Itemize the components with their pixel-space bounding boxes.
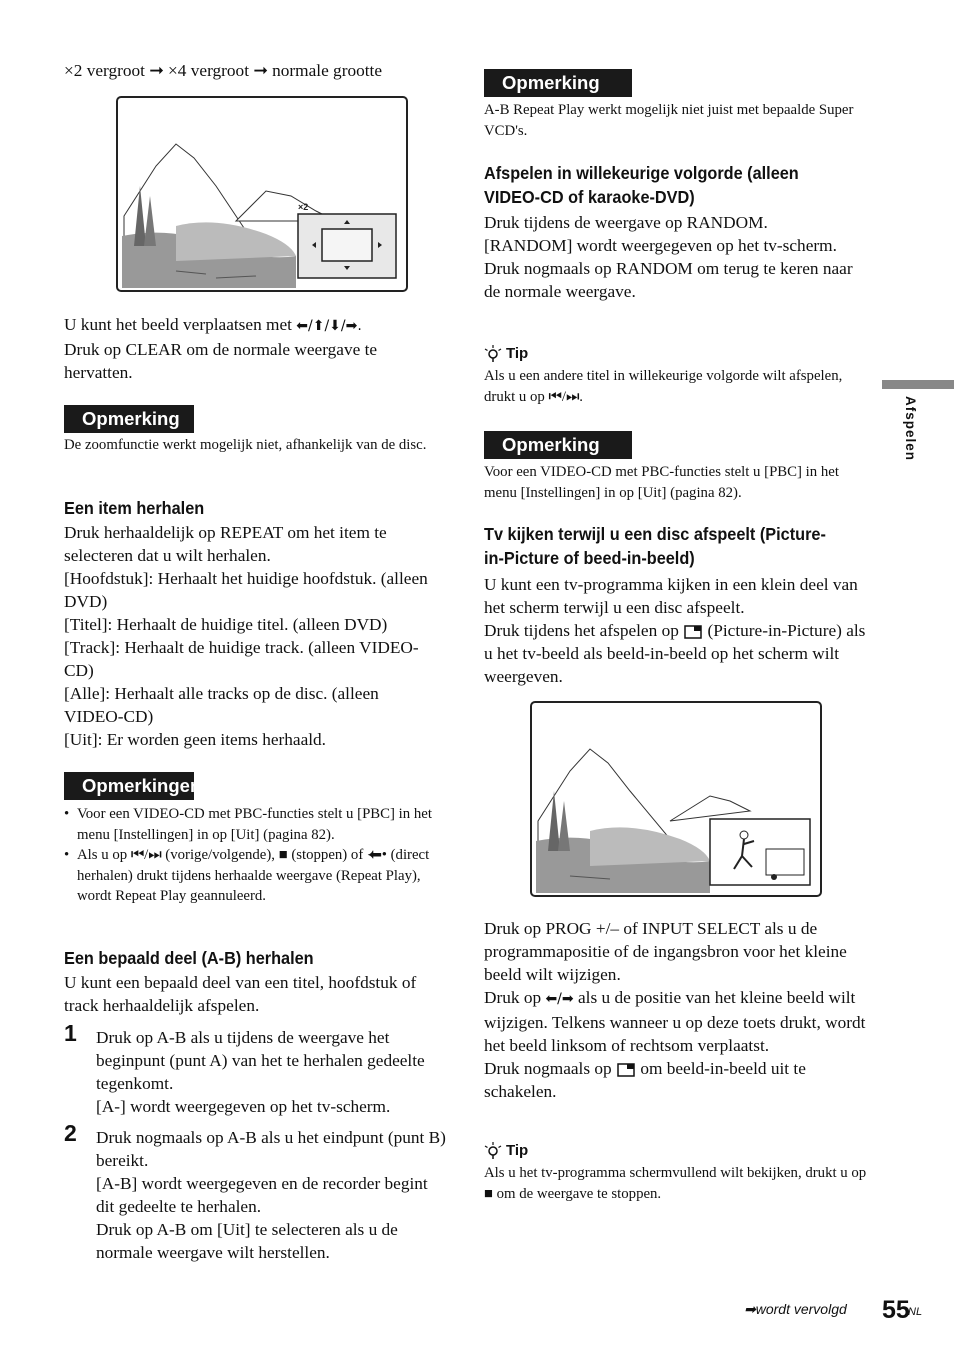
note-badge: Opmerking xyxy=(484,431,632,459)
repeat-body xyxy=(64,521,436,751)
repeat-line: [Titel]: Herhaalt de huidige titel. (alleen DVD) xyxy=(64,615,388,634)
step-number: 2 xyxy=(64,1120,77,1146)
pip-after xyxy=(484,917,872,1103)
page-number: 55 xyxy=(882,1296,910,1324)
random-heading xyxy=(484,161,799,209)
pip-heading-line: in-Picture of beed-in-beeld) xyxy=(484,548,695,568)
random-body xyxy=(484,211,866,303)
notes-list xyxy=(64,804,450,907)
move-text-2: Druk op CLEAR om de normale weergave te hervatten. xyxy=(64,340,378,382)
step-1 xyxy=(64,1020,450,1118)
ab-intro: U kunt een bepaald deel van een titel, hoofdstuk of track herhaaldelijk afspelen. xyxy=(64,973,417,1015)
step-line: Druk op A-B als u tijdens de weergave het beginpunt (punt A) van het te herhalen gedeelte tegenkomt. xyxy=(96,1028,425,1093)
section-tab-bar xyxy=(882,380,954,389)
pip-after-text: Druk op xyxy=(484,988,542,1007)
note-badge: Opmerking xyxy=(484,69,632,97)
notes-bullet: • Als u op ⏮/⏭ (vorige/volgende), ■ (stoppen) of ⬅• (direct herhalen) drukt tijdens herhaalde weergave (Repeat Play), wordt Repeat Play geannuleerd. xyxy=(64,845,450,907)
step-line: Druk op A-B om [Uit] te selecteren als u de normale weergave wilt herstellen. xyxy=(96,1220,398,1262)
note-text: De zoomfunctie werkt mogelijk niet, afhankelijk van de disc. xyxy=(64,437,427,453)
note-text: Voor een VIDEO-CD met PBC-functies stelt u [PBC] in het menu [Instellingen] in op [Uit] (pagina 82). xyxy=(484,464,839,501)
tip-text: Als u het tv-programma schermvullend wilt bekijken, drukt u op ■ om de weergave te stoppen. xyxy=(484,1165,867,1202)
random-heading-line: Afspelen in willekeurige volgorde (alleen xyxy=(484,163,799,183)
repeat-line: [Uit]: Er worden geen items herhaald. xyxy=(64,730,327,749)
pip-button-icon xyxy=(683,624,703,640)
lightbulb-icon xyxy=(484,1142,502,1160)
note-text: A-B Repeat Play werkt mogelijk niet juist met bepaalde Super VCD's. xyxy=(484,102,854,139)
step-line: [A-B] wordt weergegeven en de recorder begint dit gedeelte te herhalen. xyxy=(96,1174,428,1216)
pip-after-3 xyxy=(484,1057,872,1103)
pip-heading-line: Tv kijken terwijl u een disc afspeelt (Picture- xyxy=(484,524,826,544)
repeat-line: [Alle]: Herhaalt alle tracks op de disc. (alleen VIDEO-CD) xyxy=(64,684,379,726)
tip-label: Tip xyxy=(506,345,529,362)
random-line: Druk nogmaals op RANDOM om terug te keren naar de normale weergave. xyxy=(484,259,853,301)
pip-press-text: (Picture-in-Picture) als u het tv-beeld als beeld-in-beeld op het scherm wilt weergeven. xyxy=(484,621,866,686)
tip-label: Tip xyxy=(506,1142,529,1159)
pip-after-text: om beeld-in-beeld uit te schakelen. xyxy=(484,1059,806,1101)
pip-button-icon xyxy=(616,1062,636,1078)
pip-press xyxy=(484,619,872,688)
continued-label: ➡wordt vervolgd xyxy=(744,1301,847,1317)
repeat-heading: Een item herhalen xyxy=(64,498,205,518)
arrow-keys: ⬅/➡ xyxy=(545,991,574,1007)
zoom-factor-label: ×2 xyxy=(298,202,309,212)
page-language-suffix: NL xyxy=(908,1306,923,1318)
move-instructions xyxy=(64,313,449,384)
note-badge: Opmerking xyxy=(64,405,194,433)
zoom-illustration xyxy=(116,96,408,292)
step-line: [A-] wordt weergegeven op het tv-scherm. xyxy=(96,1097,391,1116)
random-heading-line: VIDEO-CD of karaoke-DVD) xyxy=(484,187,695,207)
tip-text: Als u een andere titel in willekeurige volgorde wilt afspelen, drukt u op ⏮/⏭. xyxy=(484,368,843,405)
pip-intro: U kunt een tv-programma kijken in een klein deel van het scherm terwijl u een disc afspeelt. xyxy=(484,575,858,617)
repeat-line: [Track]: Herhaalt de huidige track. (alleen VIDEO-CD) xyxy=(64,638,419,680)
random-line: Druk tijdens de weergave op RANDOM. xyxy=(484,213,768,232)
tip-header xyxy=(484,345,528,363)
zoom-sequence: ×2 vergroot ➞ ×4 vergroot ➞ normale grootte xyxy=(64,61,383,80)
ab-heading: Een bepaald deel (A-B) herhalen xyxy=(64,948,314,968)
move-arrows: ⬅/⬆/⬇/➡. xyxy=(296,318,362,334)
tip-header xyxy=(484,1142,528,1160)
notes-bullet: • Voor een VIDEO-CD met PBC-functies stelt u [PBC] in het menu [Instellingen] in op [Uit] (pagina 82). xyxy=(64,804,450,845)
pip-after-1: Druk op PROG +/– of INPUT SELECT als u de programmapositie of de ingangsbron voor het kleine beeld wilt wijzigen. xyxy=(484,919,847,984)
pip-body xyxy=(484,573,872,688)
pip-illustration xyxy=(530,701,822,897)
pip-press-text: Druk tijdens het afspelen op xyxy=(484,621,679,640)
pip-heading xyxy=(484,522,826,570)
repeat-line: [Hoofdstuk]: Herhaalt het huidige hoofdstuk. (alleen DVD) xyxy=(64,569,428,611)
pip-after-text: Druk nogmaals op xyxy=(484,1059,612,1078)
repeat-line: Druk herhaaldelijk op REPEAT om het item te selecteren dat u wilt herhalen. xyxy=(64,523,387,565)
pip-after-text: als u de positie van het kleine beeld wilt wijzigen. Telkens wanneer u op deze toets drukt, wordt het beeld linksom of rechtsom verplaatst. xyxy=(484,988,866,1055)
move-text-1: U kunt het beeld verplaatsen met xyxy=(64,315,292,334)
lightbulb-icon xyxy=(484,345,502,363)
pip-after-2 xyxy=(484,986,872,1057)
random-line: [RANDOM] wordt weergegeven op het tv-scherm. xyxy=(484,236,837,255)
section-tab-label: Afspelen xyxy=(903,396,918,462)
step-line: Druk nogmaals op A-B als u het eindpunt (punt B) bereikt. xyxy=(96,1128,446,1170)
step-number: 1 xyxy=(64,1020,77,1046)
notes-badge: Opmerkingen xyxy=(64,772,194,800)
step-2 xyxy=(64,1120,450,1264)
